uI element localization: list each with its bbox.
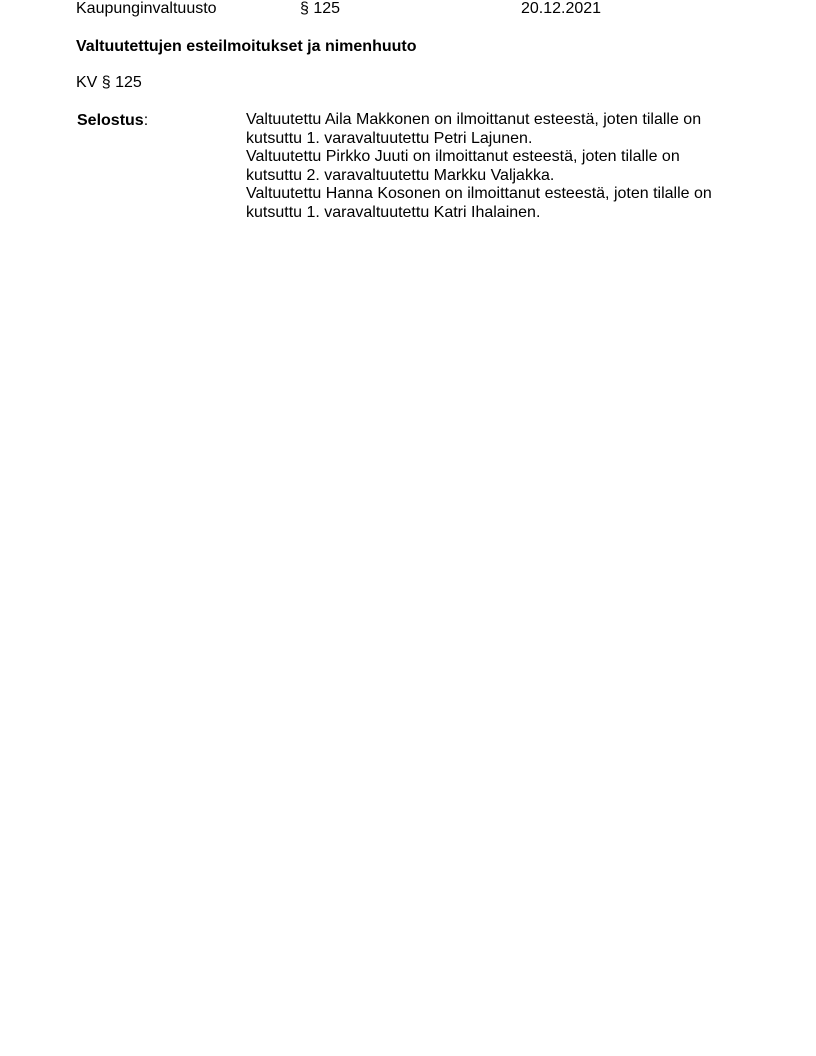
header-body-name: Kaupunginvaltuusto: [76, 0, 217, 17]
section-reference: KV § 125: [76, 74, 142, 91]
selostus-line: Valtuutettu Pirkko Juuti on ilmoittanut esteestä, joten tilalle on: [246, 148, 680, 165]
selostus-line: kutsuttu 2. varavaltuutettu Markku Valjakka.: [246, 166, 555, 184]
selostus-label-colon: :: [143, 112, 149, 129]
selostus-line: kutsuttu 1. varavaltuutettu Petri Lajunen.: [246, 129, 533, 147]
selostus-line: Valtuutettu Aila Makkonen on ilmoittanut esteestä, joten tilalle on: [246, 111, 702, 128]
selostus-label: [77, 111, 148, 131]
selostus-line: kutsuttu 1. varavaltuutettu Katri Ihalainen.: [246, 203, 541, 221]
selostus-label-text: Selostus: [77, 112, 144, 129]
header-date: 20.12.2021: [521, 0, 602, 17]
document-header: [0, 0, 816, 20]
selostus-line: Valtuutettu Hanna Kosonen on ilmoittanut esteestä, joten tilalle on: [246, 185, 712, 202]
selostus-body: [246, 111, 746, 222]
header-section-number: § 125: [300, 0, 341, 17]
document-title: Valtuutettujen esteilmoitukset ja nimenhuuto: [76, 38, 417, 55]
